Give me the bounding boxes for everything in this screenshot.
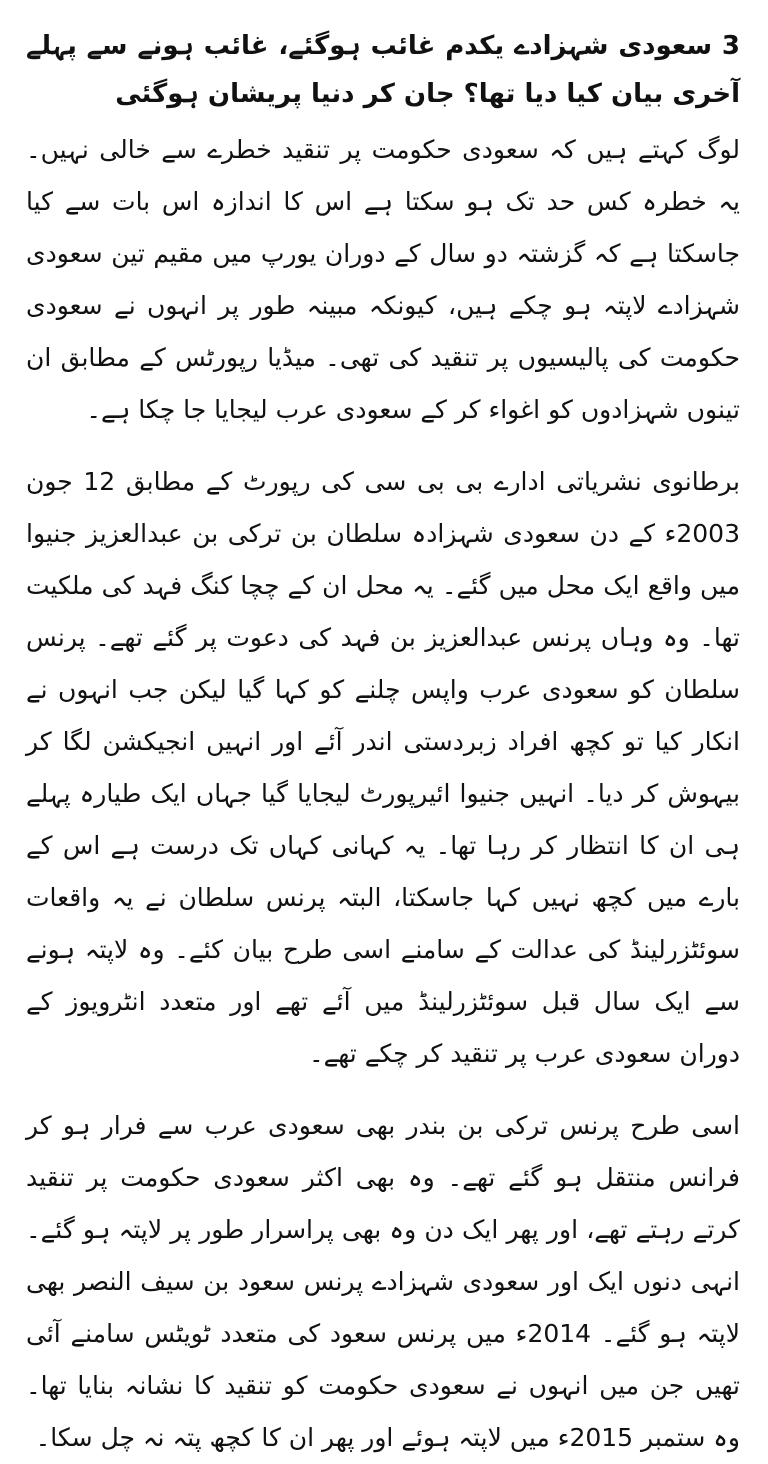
article-paragraph-prince-sultan: برطانوی نشریاتی ادارے بی بی سی کی رپورٹ کے مطابق 12 جون 2003ء کے دن سعودی شہزادہ سلطان بن ترکی بن عبدالعزیز جنیوا میں واقع ایک محل میں گئے۔ یہ محل ان کے چچا کنگ فہد کی ملکیت تھا۔ وہ وہاں پرنس عبدالعزیز بن فہد کی دعوت پر گئے تھے۔ پرنس سلطان کو سعودی عرب واپس چلنے کو کہا گیا لیکن جب انہوں نے انکار کیا تو کچھ افراد زبردستی اندر آئے اور انہیں انجیکشن لگا کر بیہوش کر دیا۔ انہیں جنیوا ائیرپورٹ لیجایا گیا جہاں ایک طیارہ پہلے ہی ان کا انتظار کر رہا تھا۔ یہ کہانی کہاں تک درست ہے اس کے بارے میں کچھ نہیں کہا جاسکتا، البتہ پرنس سلطان نے یہ واقعات سوئٹزرلینڈ کی عدالت کے سامنے اسی طرح بیان کئے۔ وہ لاپتہ ہونے سے ایک سال قبل سوئٹزرلینڈ میں آئے تھے اور متعدد انٹرویوز کے دوران سعودی عرب پر تنقید کر چکے تھے۔: [26, 467, 740, 1068]
article-title: 3 سعودی شہزادے یکدم غائب ہوگئے، غائب ہونے سے پہلے آخری بیان کیا دیا تھا؟ جان کر دنیا پریشان ہوگئی: [26, 31, 740, 109]
article-paragraph-intro: لوگ کہتے ہیں کہ سعودی حکومت پر تنقید خطرے سے خالی نہیں۔ یہ خطرہ کس حد تک ہو سکتا ہے اس کا اندازہ اس بات سے کیا جاسکتا ہے کہ گزشتہ دو سال کے دوران یورپ میں مقیم تین سعودی شہزادے لاپتہ ہو چکے ہیں، کیونکہ مبینہ طور پر انہوں نے سعودی حکومت کی پالیسیوں پر تنقید کی تھی۔ میڈیا رپورٹس کے مطابق ان تینوں شہزادوں کو اغواء کر کے سعودی عرب لیجایا جا چکا ہے۔: [26, 135, 740, 424]
article-paragraph-other-princes: اسی طرح پرنس ترکی بن بندر بھی سعودی عرب سے فرار ہو کر فرانس منتقل ہو گئے تھے۔ وہ بھی اکثر سعودی حکومت پر تنقید کرتے رہتے تھے، اور پھر ایک دن وہ بھی پراسرار طور پر لاپتہ ہو گئے۔ انہی دنوں ایک اور سعودی شہزادے پرنس سعود بن سیف النصر بھی لاپتہ ہو گئے۔ 2014ء میں پرنس سعود کی متعدد ٹویٹس سامنے آئی تھیں جن میں انہوں نے سعودی حکومت کو تنقید کا نشانہ بنایا تھا۔ وہ ستمبر 2015ء میں لاپتہ ہوئے اور پھر ان کا کچھ پتہ نہ چل سکا۔: [26, 1111, 741, 1452]
